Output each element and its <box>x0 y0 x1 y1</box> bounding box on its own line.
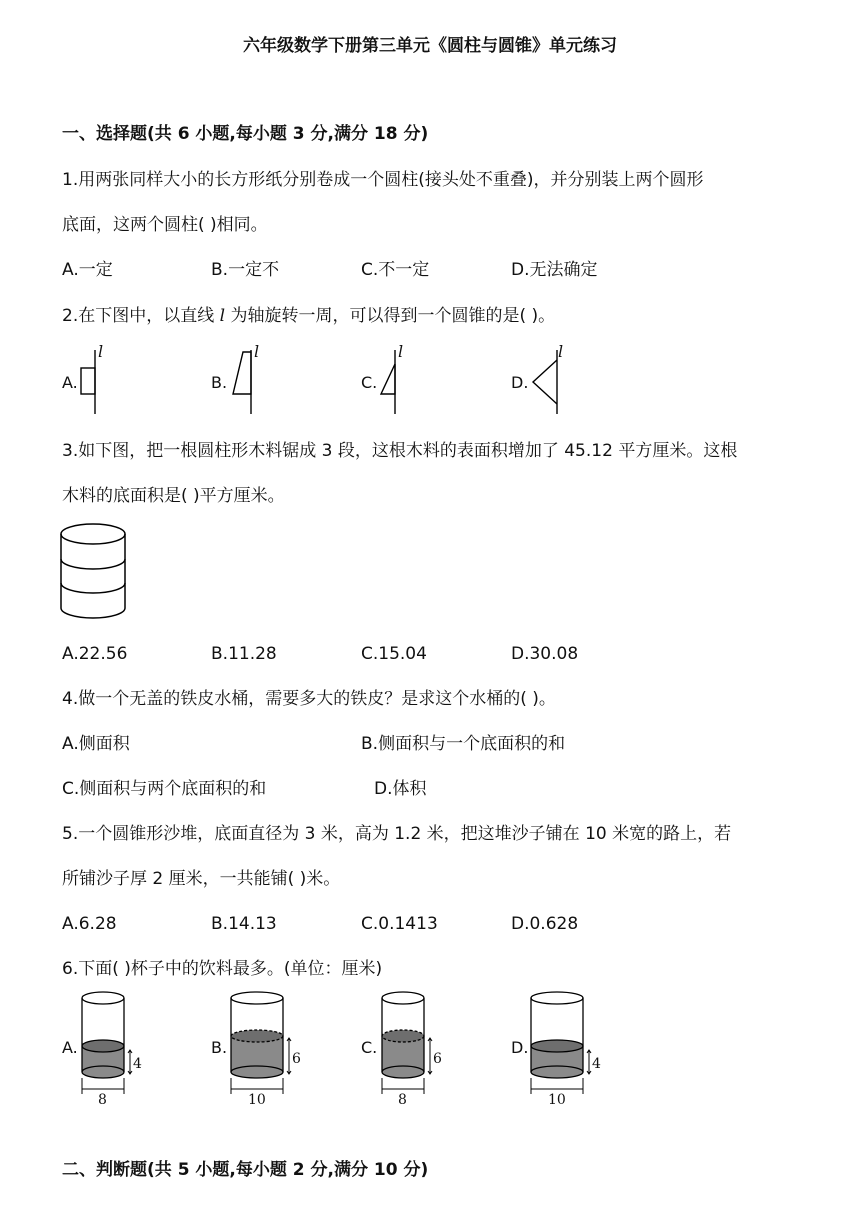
q1-option-b: B.一定不 <box>211 260 280 280</box>
q2-option-a-label: A. <box>62 373 78 392</box>
q6-cup-a <box>78 990 148 1106</box>
q1-option-d: D.无法确定 <box>511 260 598 280</box>
q5-option-c: C.0.1413 <box>361 914 438 934</box>
q2-text-after: 为轴旋转一周，可以得到一个圆锥的是( )。 <box>230 306 556 326</box>
q6-cup-d-height: 4 <box>592 1056 601 1072</box>
q2-option-c-label: C. <box>361 373 378 392</box>
q3-option-b: B.11.28 <box>211 644 277 664</box>
q4-option-a: A.侧面积 <box>62 734 130 754</box>
q6-cup-c-height: 6 <box>433 1051 442 1067</box>
q2-option-b-label: B. <box>211 373 228 392</box>
q1-text-line1: 1.用两张同样大小的长方形纸分别卷成一个圆柱(接头处不重叠)，并分别装上两个圆形 <box>62 170 704 190</box>
q6-cup-b-label: B. <box>211 1038 228 1057</box>
section-2-heading: 二、判断题(共 5 小题,每小题 2 分,满分 10 分) <box>62 1160 429 1180</box>
q4-option-c: C.侧面积与两个底面积的和 <box>62 779 267 799</box>
q4-option-d: D.体积 <box>374 779 427 799</box>
q5-option-b: B.14.13 <box>211 914 277 934</box>
q2-axis-label-a: l <box>98 342 104 361</box>
q4-text: 4.做一个无盖的铁皮水桶，需要多大的铁皮？是求这个水桶的( )。 <box>62 689 556 709</box>
q2-option-d-label: D. <box>511 373 529 392</box>
q2-figure-a <box>75 342 115 417</box>
page-title: 六年级数学下册第三单元《圆柱与圆锥》单元练习 <box>243 36 617 56</box>
q5-option-d: D.0.628 <box>511 914 579 934</box>
q2-axis-label-d: l <box>558 342 564 361</box>
q6-cup-b <box>228 990 308 1106</box>
q2-text <box>62 305 555 327</box>
q5-text-line2: 所铺沙子厚 2 厘米，一共能铺( )米。 <box>62 869 341 889</box>
q2-axis-label-c: l <box>398 342 404 361</box>
q6-cup-a-width: 8 <box>98 1092 107 1108</box>
q3-text-line1: 3.如下图，把一根圆柱形木料锯成 3 段，这根木料的表面积增加了 45.12 平方厘米。这根 <box>62 441 738 461</box>
q6-cup-a-label: A. <box>62 1038 78 1057</box>
q1-option-a: A.一定 <box>62 260 113 280</box>
q5-text-line1: 5.一个圆锥形沙堆，底面直径为 3 米，高为 1.2 米，把这堆沙子铺在 10 米宽的路上，若 <box>62 824 732 844</box>
q2-axis-label-b: l <box>254 342 260 361</box>
q2-figure-c <box>375 342 415 417</box>
section-1-heading: 一、选择题(共 6 小题,每小题 3 分,满分 18 分) <box>62 124 429 144</box>
q3-option-d: D.30.08 <box>511 644 579 664</box>
q1-text-line2: 底面，这两个圆柱( )相同。 <box>62 215 268 235</box>
q6-cup-a-height: 4 <box>133 1056 142 1072</box>
q6-cup-d <box>528 990 608 1106</box>
q6-cup-c-label: C. <box>361 1038 378 1057</box>
q5-option-a: A.6.28 <box>62 914 117 934</box>
q6-cup-d-label: D. <box>511 1038 529 1057</box>
q2-text-before: 2.在下图中，以直线 <box>62 306 215 326</box>
q3-text-line2: 木料的底面积是( )平方厘米。 <box>62 486 285 506</box>
q6-cup-b-height: 6 <box>292 1051 301 1067</box>
q6-cup-d-width: 10 <box>548 1092 566 1108</box>
q4-option-b: B.侧面积与一个底面积的和 <box>361 734 566 754</box>
q6-cup-b-width: 10 <box>248 1092 266 1108</box>
q3-option-a: A.22.56 <box>62 644 128 664</box>
q1-option-c: C.不一定 <box>361 260 430 280</box>
q6-cup-c <box>378 990 448 1106</box>
q6-text: 6.下面( )杯子中的饮料最多。(单位：厘米) <box>62 959 383 979</box>
q3-option-c: C.15.04 <box>361 644 427 664</box>
q6-cup-c-width: 8 <box>398 1092 407 1108</box>
q2-variable: l <box>219 306 226 326</box>
q3-cylinder-figure <box>60 522 130 622</box>
